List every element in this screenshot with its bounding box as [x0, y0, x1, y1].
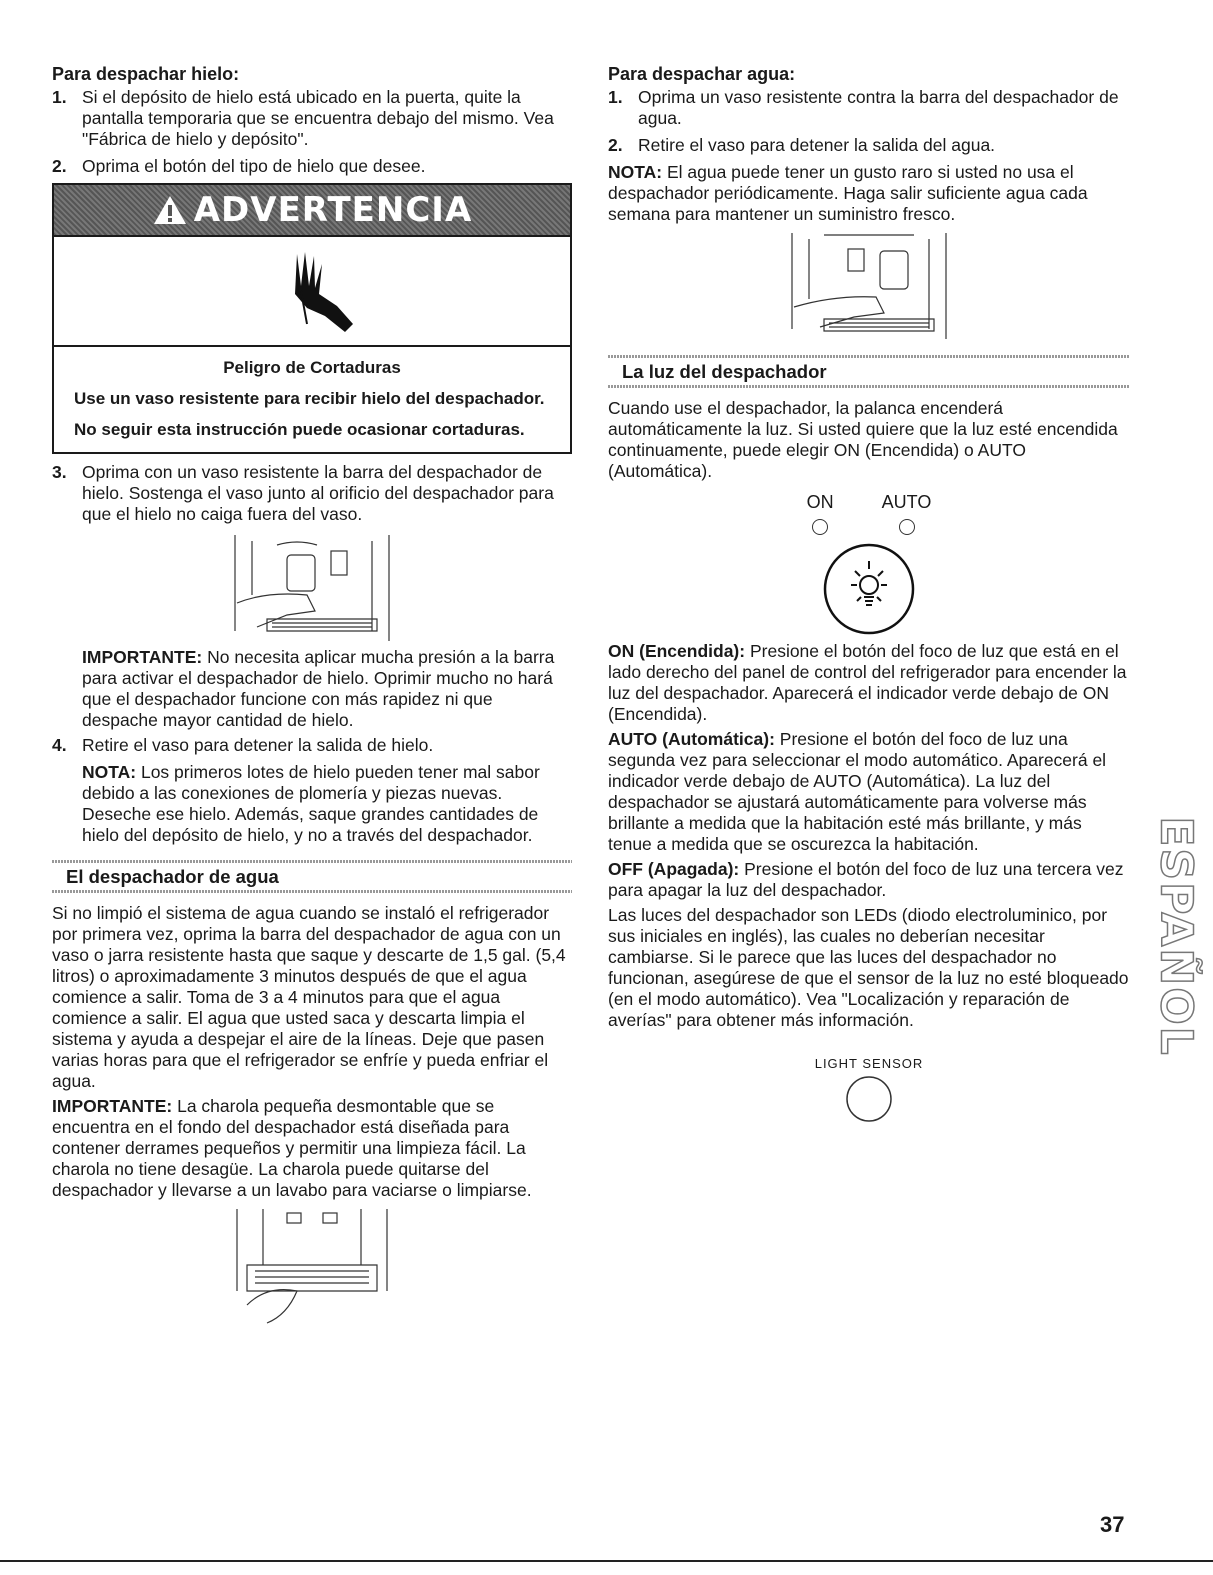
ice-step-3: 3. Oprima con un vaso resistente la barra del despachador de hielo. Sostenga el vaso junto al orificio del despachador para que el hielo no caiga fuera del vaso. — [52, 462, 554, 524]
light-sensor-label: LIGHT SENSOR — [814, 1056, 924, 1071]
cut-hand-icon — [267, 246, 357, 336]
dispenser-light-section-title: La luz del despachador — [608, 355, 1130, 388]
auto-indicator — [882, 492, 932, 535]
auto-description: AUTO (Automática): Presione el botón del foco de luz una segunda vez para seleccionar el modo automático. Aparecerá el indicador verde debajo de AUTO (Automática). La luz del despachador se ajustará automáticamente para volverse más brillante a medida que la habitación esté más brillante, y más tenue a medida que se oscurezca la habitación. — [608, 729, 1107, 854]
bottom-rule — [0, 1560, 1213, 1562]
ice-dispenser-illustration — [227, 531, 397, 643]
water-step-2: 2. Retire el vaso para detener la salida del agua. — [608, 135, 996, 155]
ice-step-4: 4. Retire el vaso para detener la salida de hielo. — [52, 735, 434, 755]
warning-title: ADVERTENCIA — [193, 190, 473, 230]
auto-label: AUTO — [881, 492, 932, 512]
important-note-1: IMPORTANTE: No necesita aplicar mucha presión a la barra para activar el despachador de hielo. Oprimir mucho no hará que el despachador funcione con más rapidez ni que despache mayor cantidad de hielo. — [82, 647, 555, 730]
language-side-tab-label: ESPAÑOL — [1150, 815, 1202, 1057]
warning-icon-area — [54, 235, 570, 347]
water-dispenser-section-title: El despachador de agua — [52, 860, 572, 893]
on-description: ON (Encendida): Presione el botón del foco de luz que está en el lado derecho del panel de control del refrigerador para encender la luz del despachador. Aparecerá el indicador verde debajo de ON (Encendida). — [608, 641, 1127, 724]
ice-step-2: 2. Oprima el botón del tipo de hielo que desee. — [52, 156, 426, 176]
drip-tray-illustration — [227, 1205, 397, 1330]
warning-banner — [54, 185, 570, 235]
water-paragraph: Si no limpió el sistema de agua cuando se instaló el refrigerador por primera vez, oprima la barra del despachador de agua con un vaso o jarra resistente hasta que saque y descarte de 1,5 gal. (5,4 litros) o aproximadamente 3 minutos después de que el agua comience a salir. Toma de 3 a 4 minutos para que el agua comience a salir. El agua que usted saca y descarta limpia el sistema y ayuda a despejar el aire de la líneas. Deje que pasen varias horas para que el refrigerador se enfríe y pueda enfriar el agua. — [52, 903, 566, 1091]
warning-line-2: No seguir esta instrucción puede ocasionar cortaduras. — [74, 420, 525, 439]
water-dispenser-illustration — [784, 229, 954, 341]
warning-body — [54, 347, 570, 452]
water-step-1: 1. Oprima un vaso resistente contra la barra del despachador de agua. — [608, 87, 1119, 128]
off-description: OFF (Apagada): Presione el botón del foco de luz una tercera vez para apagar la luz del despachador. — [608, 859, 1124, 900]
auto-indicator-dot — [899, 519, 915, 535]
hazard-title: Peligro de Cortaduras — [223, 358, 401, 377]
warning-line-1: Use un vaso resistente para recibir hielo del despachador. — [74, 389, 545, 408]
nota-1: NOTA: Los primeros lotes de hielo pueden tener mal sabor debido a las conexiones de plomería y piezas nuevas. Deseche ese hielo. Además, saque grandes cantidades de hielo del depósito de hielo, y no a través del despachador. — [82, 762, 540, 845]
light-paragraph: Cuando use el despachador, la palanca encenderá automáticamente la luz. Si usted quiere que la luz esté encendida continuamente, puede elegir ON (Encendida) o AUTO (Automática). — [608, 398, 1118, 481]
warning-box — [52, 183, 572, 454]
water-heading: Para despachar agua: — [608, 64, 796, 84]
page-number: 37 — [1100, 1512, 1125, 1537]
language-side-tab — [1150, 815, 1202, 1057]
light-sensor — [814, 1041, 924, 1141]
ice-step-1: 1. Si el depósito de hielo está ubicado en la puerta, quite la pantalla temporaria que se encuentra debajo del mismo. Vea "Fábrica de hielo y depósito". — [52, 87, 554, 149]
light-bulb-button-icon[interactable] — [819, 539, 919, 637]
right-column — [608, 64, 1130, 1141]
on-label: ON — [806, 492, 834, 512]
ice-heading: Para despachar hielo: — [52, 64, 240, 84]
led-paragraph: Las luces del despachador son LEDs (diodo electroluminico, por sus iniciales en inglés), las cuales no deberían necesitar cambiarse. Si le parece que las luces del despachador no funcionan, asegúrese de que el sensor de la luz no esté bloqueado (en el modo automático). Vea "Localización y reparación de averías" para obtener más información. — [608, 905, 1129, 1030]
on-auto-indicators — [608, 492, 1130, 535]
important-note-2: IMPORTANTE: La charola pequeña desmontable que se encuentra en el fondo del despachador está diseñada para contener derrames pequeños y permitir una limpieza fácil. La charola no tiene desagüe. La charola puede quitarse del despachador y llevarse a un lavabo para vaciarse o limpiarse. — [52, 1096, 532, 1200]
nota-2: NOTA: El agua puede tener un gusto raro si usted no usa el despachador periódicamente. Haga salir suficiente agua cada semana para mantener un suministro fresco. — [608, 162, 1088, 224]
warning-triangle-icon — [152, 194, 188, 226]
on-indicator-dot — [812, 519, 828, 535]
left-column — [52, 64, 572, 1334]
on-indicator — [807, 492, 834, 535]
